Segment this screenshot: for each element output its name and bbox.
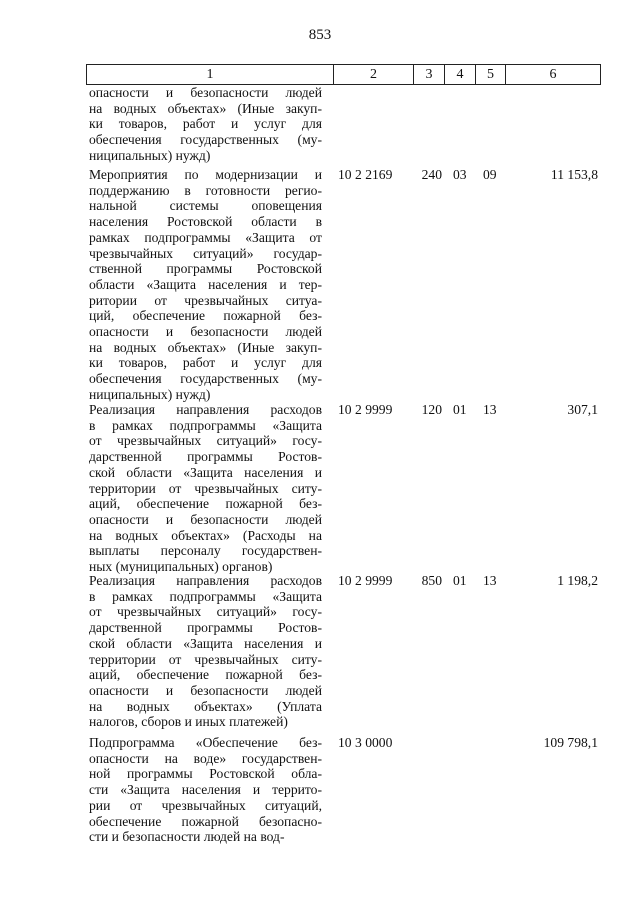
row-csr: 10 3 0000 <box>338 735 393 750</box>
description-line: обеспечение пожарной безопасно- <box>89 813 322 829</box>
description-line: чрезвычайных ситуаций» государ- <box>89 245 322 261</box>
header-col-4: 4 <box>445 65 476 84</box>
description-line: от чрезвычайных ситуаций» госу- <box>89 433 322 449</box>
description-line: на водных объектах» (Уплата <box>89 698 322 714</box>
table-header <box>86 64 601 85</box>
row-csr: 10 2 9999 <box>338 402 393 417</box>
description-line: дарственной программы Ростов- <box>89 449 322 465</box>
description-line: на водных объектах» (Иные закуп- <box>89 100 322 116</box>
description-line: сти «Защита населения и террито- <box>89 782 322 798</box>
description-line: рамках подпрограммы «Защита от <box>89 229 322 245</box>
page-number: 853 <box>308 27 332 43</box>
header-col-2: 2 <box>334 65 414 84</box>
description-line: от чрезвычайных ситуаций» госу- <box>89 604 322 620</box>
row-vr: 120 <box>421 402 442 417</box>
row-description <box>89 402 322 575</box>
row-csr: 10 2 9999 <box>338 573 393 588</box>
description-line: Реализация направления расходов <box>89 573 322 588</box>
description-line: сти и безопасности людей на вод- <box>89 829 285 845</box>
row-sum: 1 198,2 <box>557 573 598 588</box>
header-col-5: 5 <box>476 65 506 84</box>
description-line: территории от чрезвычайных ситу- <box>89 651 322 667</box>
description-line: аций, обеспечение пожарной без- <box>89 667 322 683</box>
row-sum: 307,1 <box>567 402 598 417</box>
description-line: в рамках подпрограммы «Защита <box>89 588 322 604</box>
description-line: населения Ростовской области в <box>89 214 322 230</box>
description-line: ритории от чрезвычайных ситуа- <box>89 292 322 308</box>
description-line: аций, обеспечение пожарной без- <box>89 496 322 512</box>
description-line: ной программы Ростовской обла- <box>89 766 322 782</box>
description-line: ской области «Защита населения и <box>89 464 322 480</box>
row-csr: 10 2 2169 <box>338 167 393 182</box>
row-rz: 03 <box>453 167 467 182</box>
description-line: нальной системы оповещения <box>89 198 322 214</box>
description-line: ской области «Защита населения и <box>89 635 322 651</box>
description-line: опасности и безопасности людей <box>89 682 322 698</box>
description-line: на водных объектах» (Расходы на <box>89 527 322 543</box>
description-line: дарственной программы Ростов- <box>89 620 322 636</box>
row-sum: 109 798,1 <box>543 735 598 750</box>
row-rz: 01 <box>453 402 467 417</box>
description-line: опасности на воде» государствен- <box>89 750 322 766</box>
description-line: в рамках подпрограммы «Защита <box>89 417 322 433</box>
header-col-3: 3 <box>414 65 445 84</box>
description-line: опасности и безопасности людей <box>89 85 322 100</box>
description-line: обеспечения государственных (му- <box>89 132 322 148</box>
description-line: выплаты персоналу государствен- <box>89 543 322 559</box>
description-line: на водных объектах» (Иные закуп- <box>89 339 322 355</box>
description-line: ственной программы Ростовской <box>89 261 322 277</box>
description-line: области «Защита населения и тер- <box>89 276 322 292</box>
row-pr: 09 <box>483 167 497 182</box>
row-pr: 13 <box>483 573 497 588</box>
description-line: поддержанию в готовности регио- <box>89 182 322 198</box>
description-line: ных (муниципальных) органов) <box>89 559 273 575</box>
description-line: налогов, сборов и иных платежей) <box>89 714 288 730</box>
description-line: рии от чрезвычайных ситуаций, <box>89 797 322 813</box>
description-line: Реализация направления расходов <box>89 402 322 417</box>
row-pr: 13 <box>483 402 497 417</box>
row-rz: 01 <box>453 573 467 588</box>
description-line: ниципальных) нужд) <box>89 147 211 163</box>
row-sum: 11 153,8 <box>550 167 598 182</box>
description-line: ки товаров, работ и услуг для <box>89 355 322 371</box>
description-line: Подпрограмма «Обеспечение без- <box>89 735 322 750</box>
description-line: обеспечения государственных (му- <box>89 371 322 387</box>
header-col-1: 1 <box>87 65 334 84</box>
row-description <box>89 85 322 164</box>
description-line: Мероприятия по модернизации и <box>89 167 322 182</box>
row-vr: 240 <box>421 167 442 182</box>
description-line: опасности и безопасности людей <box>89 511 322 527</box>
description-line: ки товаров, работ и услуг для <box>89 116 322 132</box>
header-col-6: 6 <box>549 67 557 82</box>
row-vr: 850 <box>421 573 442 588</box>
row-description <box>89 573 322 730</box>
description-line: территории от чрезвычайных ситу- <box>89 480 322 496</box>
description-line: ниципальных) нужд) <box>89 386 211 402</box>
row-description <box>89 735 322 845</box>
row-description <box>89 167 322 403</box>
description-line: опасности и безопасности людей <box>89 324 322 340</box>
description-line: ций, обеспечение пожарной без- <box>89 308 322 324</box>
